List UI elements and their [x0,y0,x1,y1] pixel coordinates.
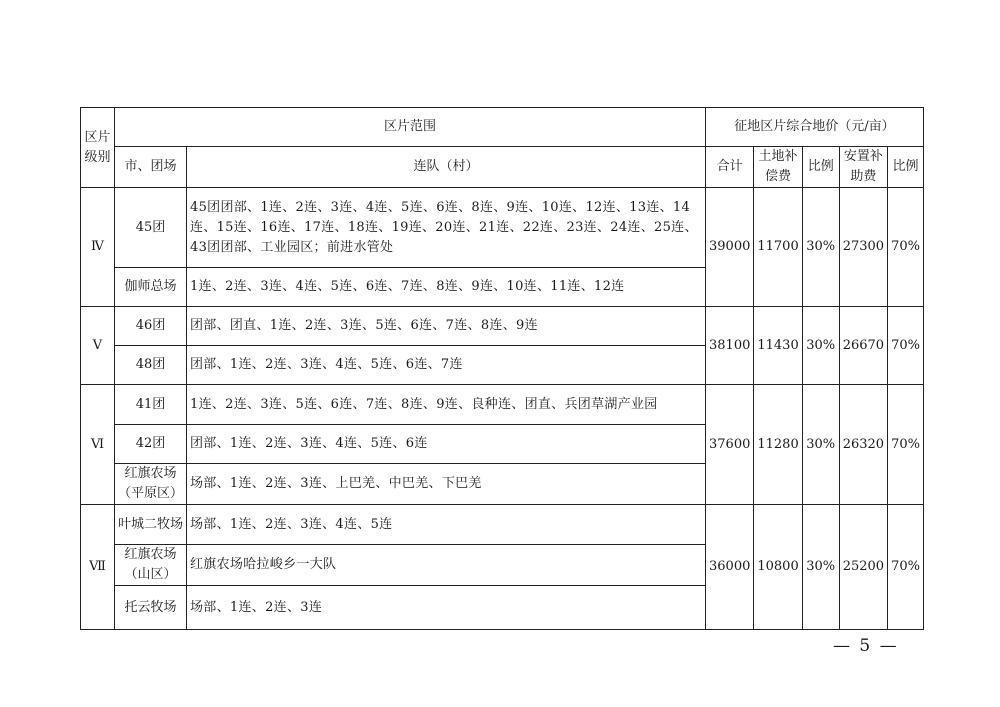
ratio-resettle-cell: 70% [888,307,924,385]
unit-cell: 叶城二牧场 [115,505,187,545]
villages-cell: 45团团部、1连、2连、3连、4连、5连、6连、8连、9连、10连、12连、13连、14连、15连、16连、17连、18连、19连、20连、21连、22连、23连、24连、25连、43团团部、工业园区；前进水管处 [187,188,706,268]
total-cell: 39000 [706,188,754,307]
header-range: 区片范围 [115,108,706,147]
unit-cell: 托云牧场 [115,586,187,630]
villages-cell: 团部、团直、1连、2连、3连、5连、6连、7连、8连、9连 [187,307,706,346]
header-land-comp: 土地补偿费 [754,147,802,188]
unit-cell: 红旗农场（平原区） [115,464,187,505]
level-cell: Ⅳ [81,188,115,307]
header-village: 连队（村） [187,147,706,188]
header-resettle: 安置补助费 [839,147,887,188]
villages-cell: 团部、1连、2连、3连、4连、5连、6连、7连 [187,346,706,385]
table-row [81,385,924,425]
level-cell: Ⅴ [81,307,115,385]
total-cell: 38100 [706,307,754,385]
ratio-land-cell: 30% [802,188,839,307]
unit-cell: 48团 [115,346,187,385]
unit-cell: 42团 [115,425,187,464]
resettle-cell: 26320 [839,385,887,505]
table-row [81,188,924,268]
resettle-cell: 27300 [839,188,887,307]
page-number: — 5 — [833,636,899,656]
header-total: 合计 [706,147,754,188]
villages-cell: 1连、2连、3连、4连、5连、6连、7连、8连、9连、10连、11连、12连 [187,268,706,307]
total-cell: 36000 [706,505,754,630]
header-price: 征地区片综合地价（元/亩） [706,108,924,147]
ratio-resettle-cell: 70% [888,188,924,307]
villages-cell: 场部、1连、2连、3连 [187,586,706,630]
unit-cell: 41团 [115,385,187,425]
table-row [81,505,924,545]
resettle-cell: 26670 [839,307,887,385]
land-comp-cell: 11430 [754,307,802,385]
unit-cell: 红旗农场（山区） [115,545,187,586]
level-cell: Ⅵ [81,385,115,505]
villages-cell: 场部、1连、2连、3连、上巴羌、中巴羌、下巴羌 [187,464,706,505]
land-comp-cell: 11700 [754,188,802,307]
villages-cell: 团部、1连、2连、3连、4连、5连、6连 [187,425,706,464]
ratio-resettle-cell: 70% [888,505,924,630]
villages-cell: 场部、1连、2连、3连、4连、5连 [187,505,706,545]
table-row [81,307,924,346]
land-comp-cell: 11280 [754,385,802,505]
header-level: 区片级别 [81,108,115,188]
level-cell: Ⅶ [81,505,115,630]
total-cell: 37600 [706,385,754,505]
villages-cell: 红旗农场哈拉峻乡一大队 [187,545,706,586]
ratio-land-cell: 30% [802,505,839,630]
ratio-land-cell: 30% [802,385,839,505]
land-price-table [80,107,924,630]
unit-cell: 伽师总场 [115,268,187,307]
header-ratio-resettle: 比例 [888,147,924,188]
villages-cell: 1连、2连、3连、5连、6连、7连、8连、9连、良种连、团直、兵团草湖产业园 [187,385,706,425]
unit-cell: 45团 [115,188,187,268]
ratio-resettle-cell: 70% [888,385,924,505]
land-comp-cell: 10800 [754,505,802,630]
header-ratio-land: 比例 [802,147,839,188]
header-unit: 市、团场 [115,147,187,188]
ratio-land-cell: 30% [802,307,839,385]
resettle-cell: 25200 [839,505,887,630]
unit-cell: 46团 [115,307,187,346]
